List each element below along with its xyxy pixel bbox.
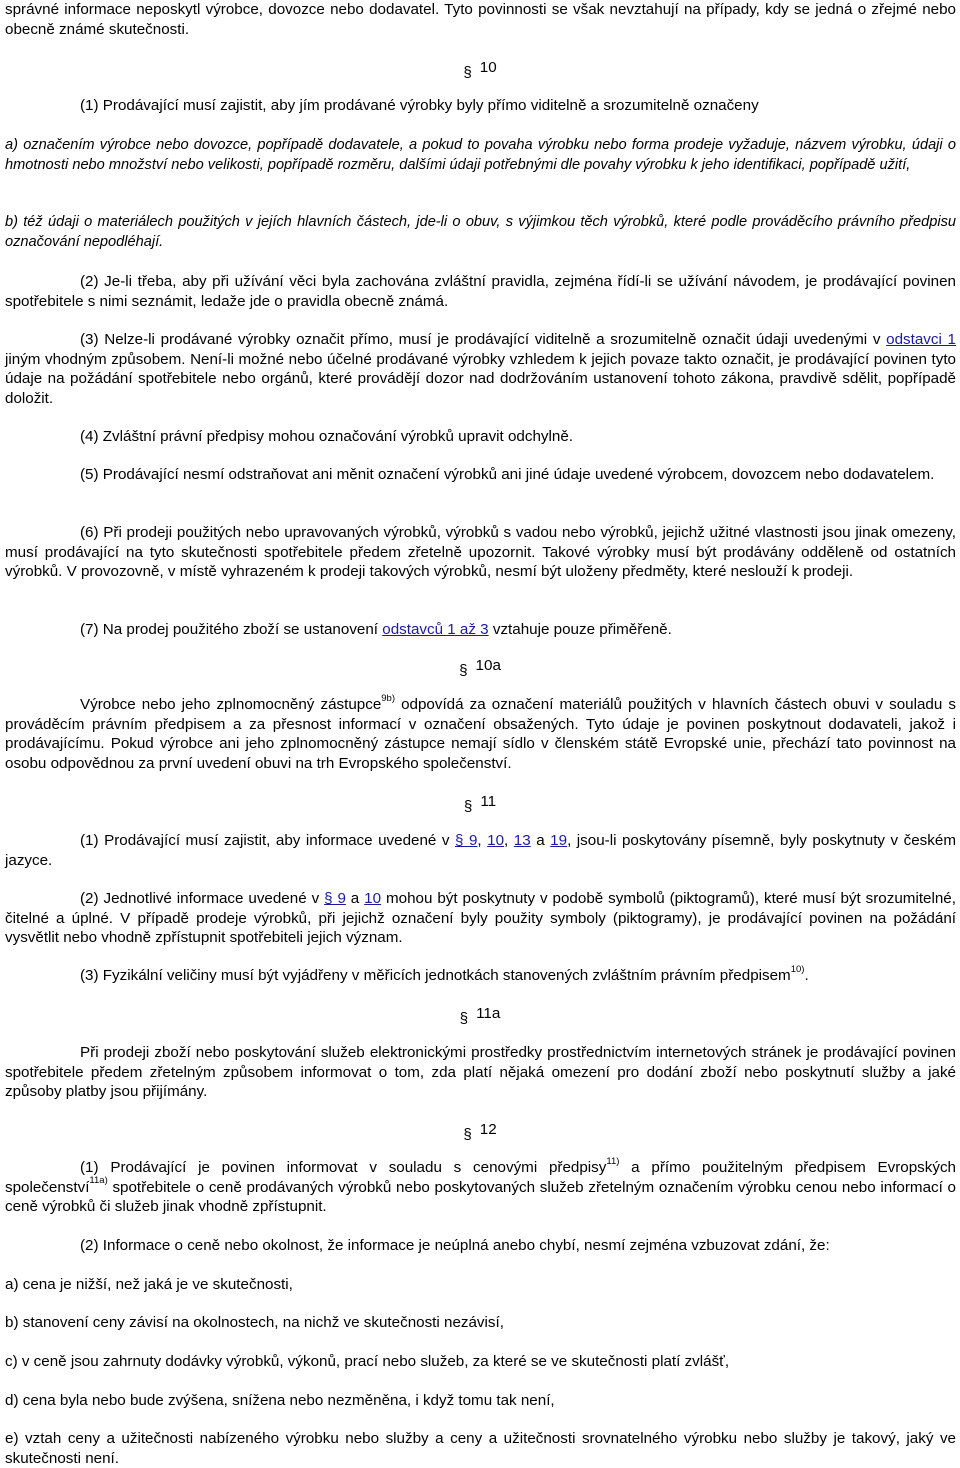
section-symbol: § xyxy=(463,64,472,81)
text-run: (2) Jednotlivé informace uvedené v xyxy=(80,890,325,907)
text-run: Výrobce nebo jeho zplnomocněný zástupce xyxy=(80,696,382,713)
section-symbol: § xyxy=(463,1126,472,1143)
intro-paragraph: správné informace neposkytl výrobce, dovozce nebo dodavatel. Tyto povinnosti se však nevztahují na případy, kdy se jedná o zřejmé nebo obecně známé skutečnosti. xyxy=(5,1,956,38)
s11a-paragraph: Při prodeji zboží nebo poskytování služeb elektronickými prostředky prostřednictvím internetových stránek je prodávající povinen spotřebitele předem zřetelným způsobem informovat o tom, zda platí nějaká omezení pro dodání zboží nebo poskytnutí služby a jaké způsoby platby jsou přijímány. xyxy=(5,1044,956,1100)
section-symbol: § xyxy=(459,662,468,679)
text-run: mohou být poskytnuty v podobě symbolů (piktogramů), které musí být srozumitelné, čitelné a úplné. V případě prodeje výrobků, při jejichž označení byly použity symboly (piktogramy), je prodávající povinen na požádání vysvětlit nebo vhodně zpřístupnit spotřebiteli jejich význam. xyxy=(5,890,956,946)
text-run: (1) Prodávající musí zajistit, aby informace uvedené v xyxy=(80,832,455,849)
s12-item-a: a) cena je nižší, než jaká je ve skutečnosti, xyxy=(5,1276,293,1293)
link-par-10[interactable]: 10 xyxy=(487,832,505,849)
s10-paragraph-5: (5) Prodávající nesmí odstraňovat ani měnit označení výrobků ani jiné údaje uvedené výrobcem, dovozcem nebo dodavatelem. xyxy=(80,466,935,483)
text-run: vztahuje pouze přiměřeně. xyxy=(488,621,672,638)
footnote-ref-10[interactable]: 10) xyxy=(790,963,805,975)
s12-item-d: d) cena byla nebo bude zvýšena, snížena nebo nezměněna, i když tomu tak není, xyxy=(5,1392,555,1409)
text-run: (3) Nelze-li prodávané výrobky označit přímo, musí je prodávající viditelně a srozumitelně označit údaji uvedenými v xyxy=(80,331,887,348)
link-par-19[interactable]: 19 xyxy=(550,832,568,849)
section-number: 10a xyxy=(475,657,501,674)
text-run: (3) Fyzikální veličiny musí být vyjádřeny v měřicích jednotkách stanovených zvláštním právním předpisem xyxy=(80,967,791,984)
text-run: . xyxy=(804,967,809,984)
footnote-ref-9b[interactable]: 9b) xyxy=(381,692,395,704)
link-par-10[interactable]: 10 xyxy=(364,890,382,907)
s11-paragraph-1 xyxy=(5,831,956,870)
footnote-ref-11a[interactable]: 11a) xyxy=(89,1175,108,1187)
s11-paragraph-3 xyxy=(5,963,956,986)
s12-paragraph-2: (2) Informace o ceně nebo okolnost, že informace je neúplná anebo chybí, nesmí zejména vzbuzovat zdání, že: xyxy=(80,1237,830,1254)
section-heading-10 xyxy=(0,58,960,81)
section-heading-12 xyxy=(0,1120,960,1143)
section-heading-11 xyxy=(0,792,960,815)
s11-paragraph-2 xyxy=(5,889,956,948)
link-par-13[interactable]: 13 xyxy=(513,832,531,849)
s10-item-b: b) též údaji o materiálech použitých v jejích hlavních částech, jde-li o obuv, s výjimkou těch výrobků, které podle prováděcího právního předpisu označování nepodléhají. xyxy=(5,214,956,250)
s10-paragraph-6: (6) Při prodeji použitých nebo upravovaných výrobků, výrobků s vadou nebo výrobků, jejichž užitné vlastnosti jsou jinak omezeny, musí prodávající na tyto skutečnosti spotřebitele předem zřetelně upozornit. Takové výrobky musí být prodávány odděleně od ostatních výrobků. V provozovně, v místě vyhrazeném k prodeji takových výrobků, nesmí být uloženy předměty, které neslouží k prodeji. xyxy=(5,524,956,580)
text-run: a xyxy=(530,832,551,849)
text-run: odpovídá za označení materiálů použitých v hlavních částech obuvi v souladu s prováděcím právním předpisem a za přesnost informací v označení obsažených. Tyto údaje je povinen poskytnout dodavateli, jakož i prodávajícímu. Pokud výrobce ani jeho zplnomocněný zástupce nemají sídlo v členském státě Evropské unie, přechází tato povinnost na osobu odpovědnou za první uvedení obuvi na trh Evropského společenství. xyxy=(5,696,956,772)
s10-paragraph-4: (4) Zvláštní právní předpisy mohou označování výrobků upravit odchylně. xyxy=(80,428,574,445)
text-run: jiným vhodným způsobem. Není-li možné nebo účelné prodávané výrobky vzhledem k jejich povaze takto označit, je prodávající povinen tyto údaje na požádání spotřebitele nebo orgánů, které provádějí dozor nad dodržováním ustanovení tohoto zákona, pravdivě sdělit, popřípadě doložit. xyxy=(5,350,956,407)
s10-paragraph-7 xyxy=(5,620,956,640)
section-heading-10a xyxy=(0,656,960,679)
text-run: (7) Na prodej použitého zboží se ustanovení xyxy=(80,621,383,638)
s10-paragraph-1: (1) Prodávající musí zajistit, aby jím prodávané výrobky byly přímo viditelně a srozumitelně označeny xyxy=(80,97,759,114)
section-symbol: § xyxy=(459,1010,469,1027)
section-symbol: § xyxy=(463,798,473,815)
text-run: , xyxy=(504,832,514,849)
text-run: , xyxy=(477,832,488,849)
s10-item-a: a) označením výrobce nebo dovozce, popřípadě dodavatele, a pokud to povaha výrobku nebo forma prodeje vyžaduje, názvem výrobku, údaji o hmotnosti nebo množství nebo velikosti, popřípadě rozměru, dalšími údaji potřebnými dle povahy výrobku k jeho identifikaci, popřípadě užití, xyxy=(5,137,956,173)
s12-item-e: e) vztah ceny a užitečnosti nabízeného výrobku nebo služby a ceny a užitečnosti srovnatelného výrobku nebo služby je takový, jaký ve skutečnosti není. xyxy=(5,1430,956,1467)
text-run: , jsou-li poskytovány písemně, byly poskytnuty v českém jazyce. xyxy=(5,832,956,869)
text-run: spotřebitele o ceně prodávaných výrobků nebo poskytovaných služeb zřetelným označením výrobku cenou nebo informací o ceně výrobků či služeb jinak vhodně zpřístupnit. xyxy=(5,1178,956,1215)
s12-item-c: c) v ceně jsou zahrnuty dodávky výrobků, výkonů, prací nebo služeb, za které se ve skutečnosti platí zvlášť, xyxy=(5,1353,730,1370)
s10-paragraph-2: (2) Je-li třeba, aby při užívání věci byla zachována zvláštní pravidla, zejména řídí-li se užívání návodem, je prodávající povinen spotřebitele s nimi seznámit, ledaže jde o pravidla obecně známá. xyxy=(5,273,956,310)
text-run: a přímo použitelným předpisem Evropských společenství xyxy=(5,1159,956,1196)
text-run: (1) Prodávající je povinen informovat v souladu s cenovými předpisy xyxy=(80,1159,607,1176)
s12-paragraph-1 xyxy=(5,1155,956,1217)
section-number: 10 xyxy=(479,59,497,76)
section-number: 11 xyxy=(480,793,497,810)
link-par-9[interactable]: § 9 xyxy=(455,832,478,849)
section-number: 12 xyxy=(479,1121,497,1138)
link-odstavci-1[interactable]: odstavci 1 xyxy=(886,331,956,348)
s10a-paragraph xyxy=(5,692,956,773)
text-run: a xyxy=(345,890,365,907)
link-odstavcu-1-az-3[interactable]: odstavců 1 až 3 xyxy=(382,621,489,638)
s10-paragraph-3 xyxy=(5,330,956,408)
section-heading-11a xyxy=(0,1004,960,1027)
footnote-ref-11[interactable]: 11) xyxy=(606,1155,620,1167)
link-par-9[interactable]: § 9 xyxy=(324,890,346,907)
s12-item-b: b) stanovení ceny závisí na okolnostech, na nichž ve skutečnosti nezávisí, xyxy=(5,1314,504,1331)
section-number: 11a xyxy=(476,1005,501,1022)
